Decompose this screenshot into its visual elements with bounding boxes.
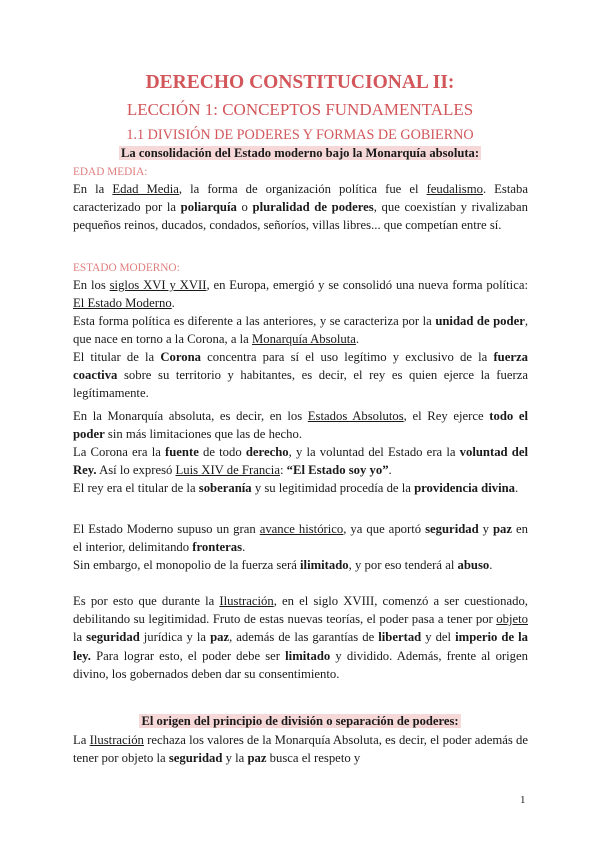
bold-term: pluralidad de poderes	[252, 200, 374, 215]
underlined-term: Edad Media	[112, 182, 179, 196]
subheading-edad-media: EDAD MEDIA:	[73, 166, 148, 178]
text-run: y del	[421, 630, 456, 645]
bold-term: todo el poder	[73, 409, 529, 442]
text-run: en el interior, delimitando	[73, 522, 528, 555]
bold-term: fuerza coactiva	[73, 350, 528, 383]
bold-term: abuso	[457, 558, 490, 572]
text-run: de todo	[198, 445, 246, 459]
bold-term: libertad	[378, 630, 422, 645]
text-run: En la Monarquía absoluta, es decir, en los	[73, 409, 308, 423]
text-run: Esta forma política es diferente a las anteriores, y se caracteriza por la	[73, 314, 436, 328]
underlined-term: Ilustración	[219, 594, 274, 608]
text-run: , en Europa, emergió y se consolidó una nueva forma política:	[206, 278, 528, 292]
bold-term: seguridad	[86, 630, 140, 645]
paragraph-ilustracion	[73, 592, 528, 683]
subheading-estado-moderno: ESTADO MODERNO:	[73, 262, 180, 274]
text-run: sin más limitaciones que las de hecho.	[104, 427, 303, 442]
text-run: Así lo expresó	[96, 463, 176, 478]
bold-term: “El Estado soy yo”	[286, 463, 389, 478]
text-run: En la	[73, 182, 113, 196]
text-run: Sin embargo, el monopolio de la fuerza será	[73, 558, 301, 572]
bold-term: paz	[247, 751, 267, 766]
bold-term: voluntad del Rey.	[73, 445, 528, 478]
text-run: sobre su territorio y habitantes, es decir, el rey es quien ejerce la fuerza legítimamente.	[73, 368, 528, 401]
text-run: El Estado Moderno supuso un gran	[73, 522, 260, 536]
text-run: , la forma de organización política fue el	[178, 182, 427, 196]
text-run: :	[279, 463, 287, 478]
text-run: En los	[73, 278, 110, 292]
underlined-term: avance histórico	[259, 522, 344, 536]
text-run: La	[73, 733, 90, 747]
bold-term: unidad de poder	[435, 314, 525, 328]
bold-term: Corona	[160, 350, 201, 364]
text-run: y su legitimidad procedía de la	[251, 481, 415, 495]
bold-term: ilimitado	[300, 558, 349, 572]
text-run: busca el respeto y	[266, 751, 361, 766]
text-run: , y por eso tenderá al	[348, 558, 458, 572]
underlined-term: Monarquía Absoluta	[251, 332, 356, 347]
text-run: , y la voluntad del Estado era la	[288, 445, 460, 459]
section-heading-text-2: El origen del principio de división o separación de poderes:	[141, 714, 459, 728]
paragraph-avance-historico	[73, 520, 528, 556]
text-run: , ya que aportó	[343, 522, 426, 536]
underlined-term: Luis XIV de Francia	[175, 463, 280, 478]
text-run: Para lograr esto, el poder debe ser	[90, 648, 286, 663]
bold-term: paz	[210, 630, 230, 645]
text-run: , que coexistían y rivalizaban pequeños reinos, ducados, condados, señoríos, villas libres... que competían entre sí.	[73, 200, 528, 233]
text-run: El rey era el titular de la	[73, 481, 199, 495]
text-run: , que nace en torno a la Corona, a la	[73, 314, 529, 347]
paragraph-origen-division	[73, 731, 528, 767]
paragraph-estado-moderno-3	[73, 348, 528, 403]
text-run: . Estaba caracterizado por la	[73, 182, 528, 215]
text-run: , además de las garantías de	[229, 630, 379, 645]
text-run: .	[388, 463, 392, 478]
bold-term: poliarquía	[180, 200, 237, 215]
bold-term: paz	[493, 522, 513, 536]
text-run: , el Rey ejerce	[403, 409, 490, 423]
paragraph-monarquia-absoluta	[73, 407, 528, 443]
text-run: La Corona era la	[73, 445, 166, 459]
bold-term: fronteras	[192, 540, 243, 555]
text-run: , en el siglo XVIII, comenzó a ser cuestionado, debilitando su legitimidad. Fruto de estas nuevas teorías, el poder pasa a tener por	[73, 594, 528, 627]
section-title: 1.1 DIVISIÓN DE PODERES Y FORMAS DE GOBIERNO	[126, 127, 474, 143]
bold-term: limitado	[285, 648, 331, 663]
text-run: concentra para sí el uso legítimo y exclusivo de la	[200, 350, 494, 364]
lesson-title: LECCIÓN 1: CONCEPTOS FUNDAMENTALES	[126, 100, 474, 119]
paragraph-corona	[73, 443, 528, 479]
page-number: 1	[520, 794, 526, 806]
text-run: rechaza los valores de la Monarquía Absoluta, es decir, el poder además de tener por objeto la	[73, 733, 529, 766]
bold-term: seguridad	[168, 751, 223, 766]
text-run: .	[489, 558, 493, 572]
text-run: Es por esto que durante la	[73, 594, 220, 608]
paragraph-monopolio	[73, 556, 528, 574]
text-run: la	[73, 630, 87, 645]
underlined-term: Ilustración	[89, 733, 144, 747]
underlined-term: feudalismo	[426, 182, 483, 196]
text-run: .	[242, 540, 246, 555]
paragraph-estado-moderno-1	[73, 276, 528, 312]
underlined-term: siglos XVI y XVII	[109, 278, 207, 292]
bold-term: soberanía	[198, 481, 252, 495]
text-run: .	[515, 481, 519, 495]
bold-term: seguridad	[425, 522, 479, 536]
text-run: y la	[222, 751, 248, 766]
bold-term: providencia divina	[414, 481, 516, 495]
section-heading-text: La consolidación del Estado moderno bajo la Monarquía absoluta:	[120, 146, 480, 160]
section-heading-division-poderes	[0, 714, 600, 729]
paragraph-edad-media	[73, 180, 528, 235]
text-run: y	[478, 522, 493, 536]
underlined-term: Estados Absolutos	[307, 409, 404, 423]
text-run: y dividido. Además, frente al origen divino, los gobernados deben dar su consentimiento.	[73, 648, 528, 681]
text-run: o	[236, 200, 253, 215]
underlined-term: objeto	[496, 612, 528, 627]
paragraph-estado-moderno-2	[73, 312, 528, 348]
underlined-term: El Estado Moderno	[73, 296, 172, 311]
text-run: jurídica y la	[139, 630, 211, 645]
bold-term: imperio de la ley.	[73, 630, 528, 663]
course-title: DERECHO CONSTITUCIONAL II:	[145, 72, 455, 93]
bold-term: fuente	[165, 445, 199, 459]
bold-term: derecho	[245, 445, 289, 459]
text-run: El titular de la	[73, 350, 161, 364]
paragraph-soberania	[73, 479, 528, 497]
text-run: .	[355, 332, 360, 347]
text-run: .	[171, 296, 175, 311]
section-heading-absolutism	[0, 146, 600, 161]
